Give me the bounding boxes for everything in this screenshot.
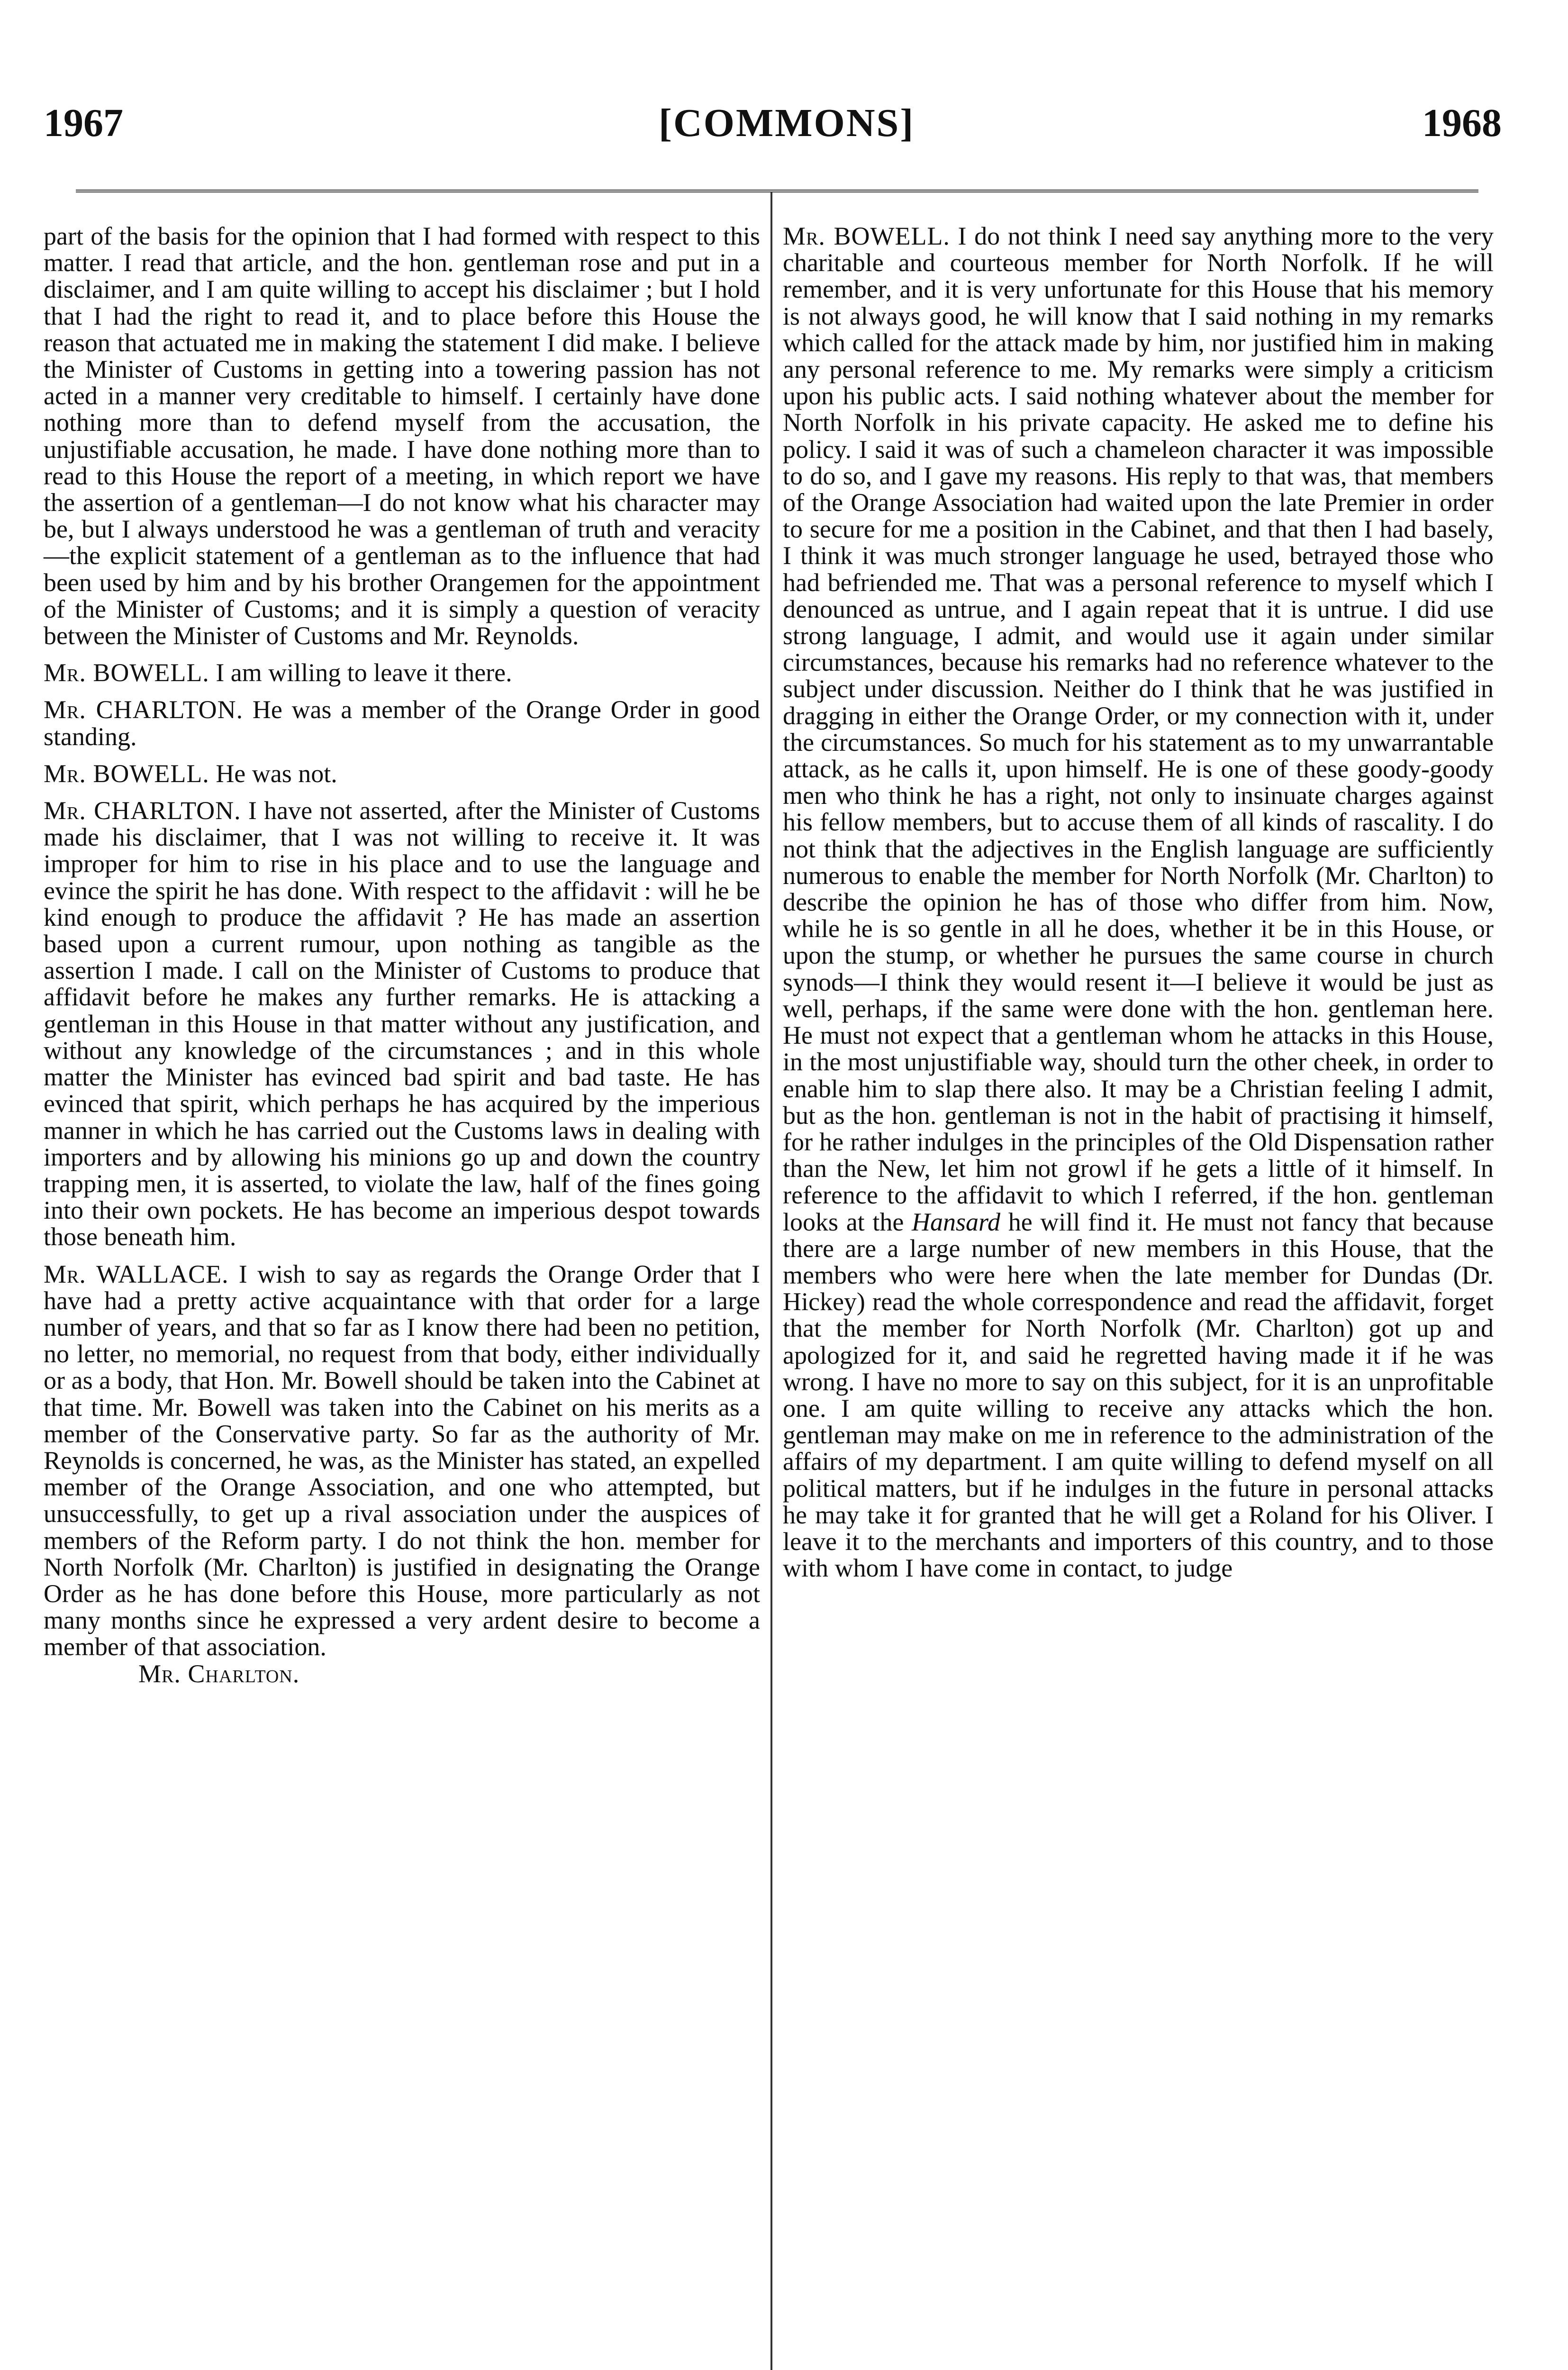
column-divider bbox=[770, 192, 772, 2370]
trailing-speaker bbox=[44, 1660, 760, 1687]
paragraph bbox=[44, 1261, 760, 1660]
left-page-number: 1967 bbox=[44, 101, 123, 145]
paragraph-text: he will find it. He must not fancy that because there are a large number of new members in this House, that the members who were here when the late member for Dundas (Dr. Hickey) read the whole correspondence and read the affidavit, forget that the member for North Norfolk (Mr. Charlton) got up and apologized for it, and said he regretted having made it if he was wrong. I have no more to say on this subject, for it is an unprofitable one. I am quite willing to receive any attacks which the hon. gentleman may make on me in reference to the administration of the affairs of my department. I am quite willing to defend myself on all political matters, but if he indulges in the future in personal attacks he may take it for granted that he will get a Roland for his Oliver. I leave it to the merchants and importers of this country, and to those with whom I have come in contact, to judge bbox=[783, 1207, 1494, 1583]
page-title: [COMMONS] bbox=[659, 101, 915, 145]
header-rule bbox=[76, 190, 1478, 192]
paragraph bbox=[44, 797, 760, 1250]
paragraph-text: I do not think I need say anything more to the very charitable and courteous member for North Norfolk. If he will remember, and it is very unfortunate for this House that his memory is not always good, he will know that I said nothing in my remarks which called for the attack made by him, nor justified him in making any personal reference to me. My remarks were simply a criticism upon his public acts. I said nothing whatever about the member for North Norfolk in his private capacity. He asked me to define his policy. I said it was of such a chameleon character it was impossible to do so, and I gave my reasons. His reply to that was, that members of the Orange Association had waited upon the late Premier in order to secure for me a position in the Cabinet, and that then I had basely, I think it was much stronger language he used, betrayed those who had befriended me. That was a personal reference to myself which I denounced as untrue, and I again repeat that it is untrue. I did use strong language, I admit, and would use it again under similar circumstances, because his remarks had no reference whatever to the subject under discussion. Neither do I think that he was justified in dragging in either the Orange Order, or my connection with it, under the circumstances. So much for his statement as to my unwarrantable attack, as he calls it, upon himself. He is one of these goody-goody men who think he has a right, not only to insinuate charges against his fellow members, but to accuse them of all kinds of rascality. I do not think that the adjectives in the English language are sufficiently numerous to enable the member for North Norfolk (Mr. Charlton) to describe the opinion he has of those who differ from him. Now, while he is so gentle in all he does, whether it be in this House, or upon the stump, or whether he pursues the same course in church synods—I think they would resent it—I believe it would be just as well, perhaps, if the same were done with the hon. gentleman here. He must not expect that a gentleman whom he attacks in this House, in the most unjustifiable way, should turn the other cheek, in order to enable him to slap there also. It may be a Christian feeling I admit, but as the hon. gentleman is not in the habit of practising it himself, for he rather indulges in the principles of the Old Dispensation rather than the New, let him not growl if he gets a little of it himself. In reference to the affidavit to which I referred, if the hon. gentleman looks at the bbox=[783, 222, 1494, 1236]
paragraph bbox=[783, 223, 1494, 1581]
speaker-name: Mr. BOWELL. bbox=[44, 658, 209, 687]
paragraph-text: He was not. bbox=[209, 759, 337, 788]
paragraph-text: I have not asserted, after the Minister of Customs made his disclaimer, that I was not willing to receive it. It was improper for him to rise in his place and to use the language and evince the spirit he has done. With respect to the affidavit : will he be kind enough to produce the affidavit ? He has made an assertion based upon a current rumour, upon nothing as tangible as the assertion I made. I call on the Minister of Customs to produce that affidavit before he makes any further remarks. He is attacking a gentleman in this House in that matter without any justification, and without any knowledge of the circumstances ; and in this whole matter the Minister has evinced bad spirit and bad taste. He has evinced that spirit, which perhaps he has acquired by the imperious manner in which he has carried out the Customs laws in dealing with importers and by allowing his minions go up and down the country trapping men, it is asserted, to violate the law, half of the fines going into their own pockets. He has become an imperious despot towards those beneath him. bbox=[44, 796, 760, 1251]
left-column bbox=[44, 223, 760, 1697]
page-header bbox=[0, 97, 1568, 149]
paragraph bbox=[44, 659, 760, 686]
right-column bbox=[783, 223, 1494, 1581]
paragraph bbox=[44, 696, 760, 749]
paragraph-text: I am willing to leave it there. bbox=[209, 658, 512, 687]
paragraph bbox=[44, 223, 760, 649]
paragraph bbox=[44, 760, 760, 787]
speaker-name: Mr. CHARLTON. bbox=[44, 796, 241, 825]
right-page-number: 1968 bbox=[1422, 101, 1502, 145]
paragraph-text: I wish to say as regards the Orange Order that I have had a pretty active acquaintance with that order for a large number of years, and that so far as I know there had been no petition, no letter, no memorial, no request from that body, either individually or as a body, that Hon. Mr. Bowell should be taken into the Cabinet at that time. Mr. Bowell was taken into the Cabinet on his merits as a member of the Conservative party. So far as the authority of Mr. Reynolds is concerned, he was, as the Minister has stated, an expelled member of the Orange Association, and one who attempted, but unsuccessfully, to get up a rival association under the auspices of members of the Reform party. I do not think the hon. member for North Norfolk (Mr. Charlton) is justified in designating the Orange Order as he has done before this House, more particularly as not many months since he expressed a very ardent desire to become a member of that association. bbox=[44, 1259, 760, 1661]
paragraph-text: part of the basis for the opinion that I had formed with respect to this matter. I read that article, and the hon. gentleman rose and put in a disclaimer, and I am quite willing to accept his disclaimer ; but I hold that I had the right to read it, and to place before this House the reason that actuated me in making the statement I did make. I believe the Minister of Customs in getting into a towering passion has not acted in a manner very creditable to himself. I certainly have done nothing more than to defend myself from the accusation, the unjustifiable accusation, he made. I have done nothing more than to read to this House the report of a meeting, in which report we have the assertion of a gentleman—I do not know what his character may be, but I always understood he was a gentleman of truth and veracity—the explicit statement of a gentleman as to the influence that had been used by him and by his brother Orangemen for the appointment of the Minister of Customs; and it is simply a question of veracity between the Minister of Customs and Mr. Reynolds. bbox=[44, 222, 760, 650]
paragraph-text: He was a member of the Orange Order in good standing. bbox=[44, 695, 761, 751]
hansard-reference: Hansard bbox=[911, 1207, 1001, 1236]
speaker-name: Mr. BOWELL. bbox=[783, 222, 950, 250]
speaker-name: Mr. BOWELL. bbox=[44, 759, 209, 788]
speaker-name: Mr. CHARLTON. bbox=[44, 695, 244, 724]
speaker-name: Mr. Charlton. bbox=[138, 1659, 300, 1688]
speaker-name: Mr. WALLACE. bbox=[44, 1259, 229, 1288]
